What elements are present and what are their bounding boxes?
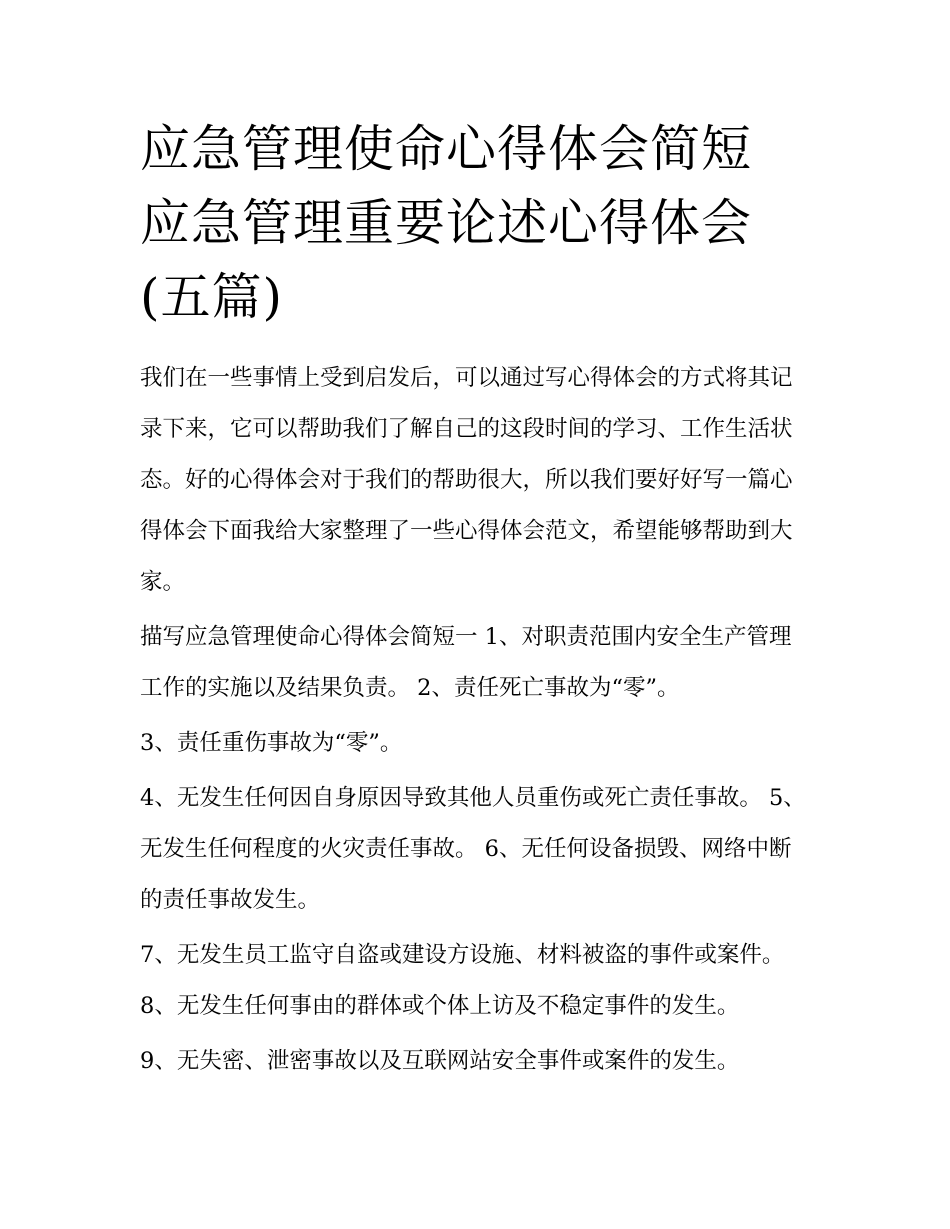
paragraph-item-4-6: 4、无发生任何因自身原因导致其他人员重伤或死亡责任事故。 5、无发生任何程度的火灾责任事故。 6、无任何设备损毁、网络中断的责任事故发生。 [140, 785, 806, 913]
paragraph-item-7-8: 7、无发生员工监守自盗或建设方设施、材料被盗的事件或案件。 8、无发生任何事由的群体或个体上访及不稳定事件的发生。 [140, 942, 785, 1019]
paragraph-item-3: 3、责任重伤事故为“零”。 [140, 730, 403, 756]
paragraph-item-1-2: 描写应急管理使命心得体会简短一 1、对职责范围内安全生产管理工作的实施以及结果负责。 2、责任死亡事故为“零”。 [140, 624, 792, 701]
intro-paragraph: 我们在一些事情上受到启发后，可以通过写心得体会的方式将其记录下来，它可以帮助我们了解自己的这段时间的学习、工作生活状态。好的心得体会对于我们的帮助很大，所以我们要好好写一篇心得体会下面我给大家整理了一些心得体会范文，希望能够帮助到大家。 [140, 365, 793, 595]
document-title: 应急管理使命心得体会简短 应急管理重要论述心得体会(五篇) [140, 120, 752, 326]
paragraph-item-9: 9、无失密、泄密事故以及互联网站安全事件或案件的发生。 [140, 1048, 740, 1074]
document-body [140, 353, 812, 1091]
